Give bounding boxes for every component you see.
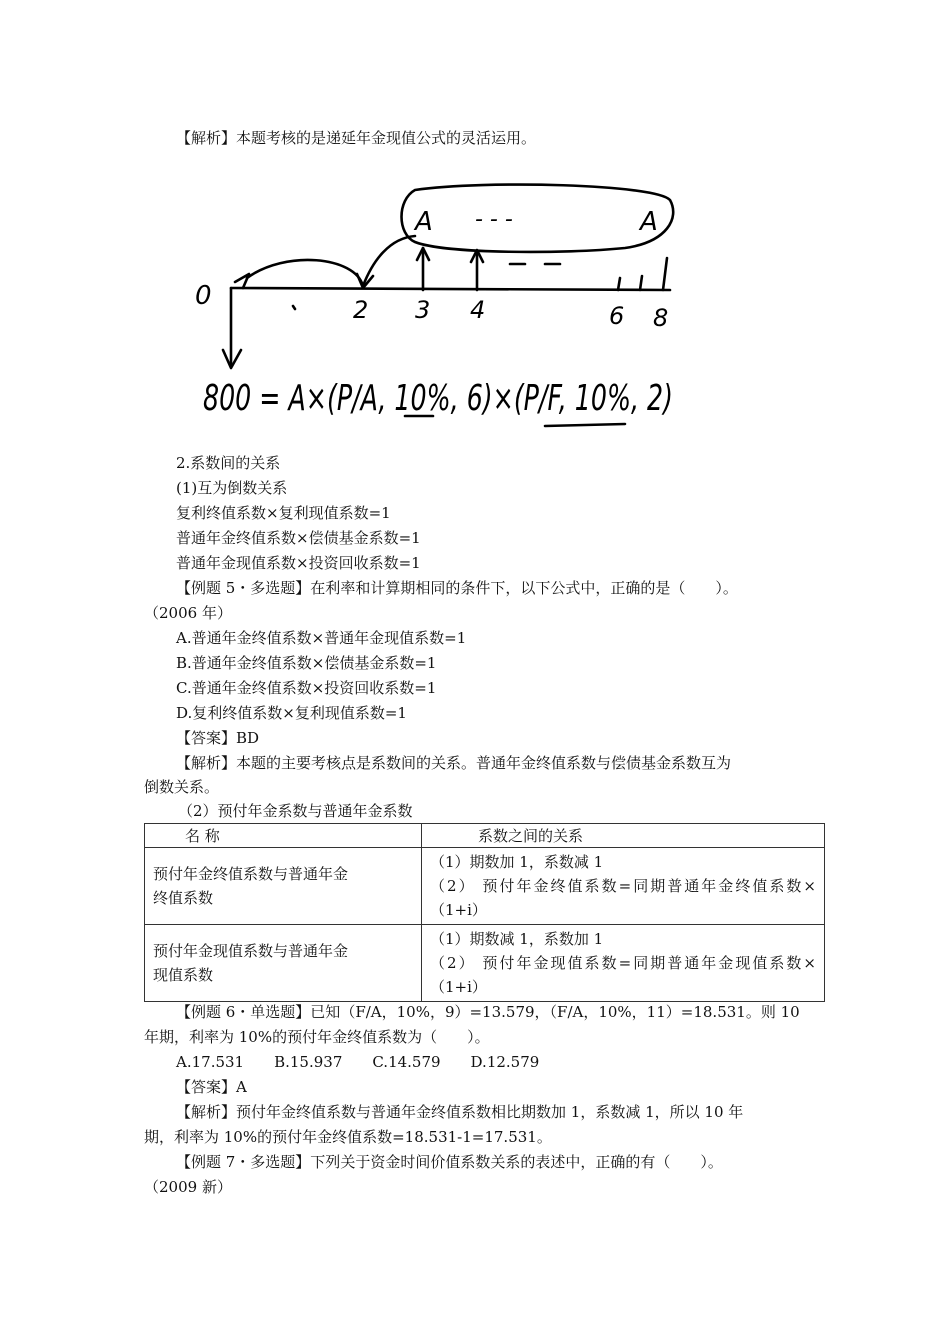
sketch-label-a2: A [640,207,658,237]
cell-text: （2） 预付年金现值系数=同期普通年金现值系数× [430,954,816,972]
table-header-name: 名 称 [145,824,422,848]
example5-option-b: B.普通年金终值系数×偿债基金系数=1 [176,654,437,672]
sketch-formula: 800 = A×(P/A, 10%, 6)×(P/F, 10%, 2) [203,378,673,419]
tick-1 [293,306,295,309]
example5-option-a: A.普通年金终值系数×普通年金现值系数=1 [176,629,467,647]
example6-question-cont: 年期，利率为 10%的预付年金终值系数为（ ）。 [144,1028,490,1046]
table-row [145,848,825,925]
example5-option-d: D.复利终值系数×复利现值系数=1 [176,704,407,722]
cell-text: （2） 预付年金终值系数=同期普通年金终值系数× [430,877,816,895]
table-header-relation: 系数之间的关系 [422,824,825,848]
sketch-label-dashes: - - - [475,207,513,232]
relation-line: 复利终值系数×复利现值系数=1 [176,504,391,522]
handwritten-timeline-sketch [185,178,685,440]
sketch-tick-3: 3 [415,296,431,324]
cell-text: （1）期数加 1，系数减 1 [430,853,604,871]
coefficient-relation-table [144,823,825,1002]
example6-question: 【例题 6・单选题】已知（F/A，10%，9）=13.579，（F/A，10%，11）=18.531。则 10 [176,1003,800,1021]
subsection-reciprocal: (1)互为倒数关系 [176,479,288,497]
example5-year: （2006 年） [144,604,232,622]
sketch-tick-0: 0 [195,281,212,311]
cell-text: （1）期数减 1，系数加 1 [430,930,604,948]
arrow-0-head [235,274,249,288]
example5-answer: 【答案】BD [176,729,260,747]
sketch-tick-6: 6 [609,302,625,330]
cell-text: 预付年金现值系数与普通年金 [153,942,349,960]
relation-line: 普通年金现值系数×投资回收系数=1 [176,554,421,572]
cell-text: 预付年金终值系数与普通年金 [153,865,349,883]
example5-question: 【例题 5・多选题】在利率和计算期相同的条件下，以下公式中，正确的是（ ）。 [176,579,738,597]
subsection-prepaid: （2）预付年金系数与普通年金系数 [178,802,413,820]
example5-option-c: C.普通年金终值系数×投资回收系数=1 [176,679,437,697]
arrow-0 [247,260,363,286]
table-cell-name [145,925,422,1002]
table-cell-name [145,848,422,925]
table-cell-relation [422,925,825,1002]
cell-text: 终值系数 [153,889,214,907]
sketch-tick-8: 8 [653,304,669,332]
annuity-ellipse [402,185,674,252]
section-title: 2.系数间的关系 [176,454,281,472]
example7-question: 【例题 7・多选题】下列关于资金时间价值系数关系的表述中，正确的有（ ）。 [176,1153,723,1171]
example7-year: （2009 新） [144,1178,232,1196]
sketch-tick-4: 4 [470,296,486,324]
cell-text: （1+i） [430,978,487,996]
table-cell-relation [422,848,825,925]
cell-text: （1+i） [430,901,487,919]
analysis-text: 【解析】本题考核的是递延年金现值公式的灵活运用。 [176,129,537,147]
example5-analysis-cont: 倒数关系。 [144,778,220,796]
sketch-label-a1: A [415,207,433,237]
cell-text: 现值系数 [153,966,214,984]
table-header-row [145,824,825,848]
tick-marks-right [618,258,667,290]
example6-options: A.17.531 B.15.937 C.14.579 D.12.579 [176,1053,540,1071]
example5-analysis: 【解析】本题的主要考核点是系数间的关系。普通年金终值系数与偿债基金系数互为 [176,754,732,772]
example6-analysis: 【解析】预付年金终值系数与普通年金终值系数相比期数加 1，系数减 1，所以 10 年 [176,1103,744,1121]
sketch-tick-2: 2 [353,296,369,324]
example6-answer: 【答案】A [176,1078,247,1096]
relation-line: 普通年金终值系数×偿债基金系数=1 [176,529,421,547]
table-row [145,925,825,1002]
example6-analysis-cont: 期，利率为 10%的预付年金终值系数=18.531-1=17.531。 [144,1128,552,1146]
timeline-axis [231,288,670,290]
